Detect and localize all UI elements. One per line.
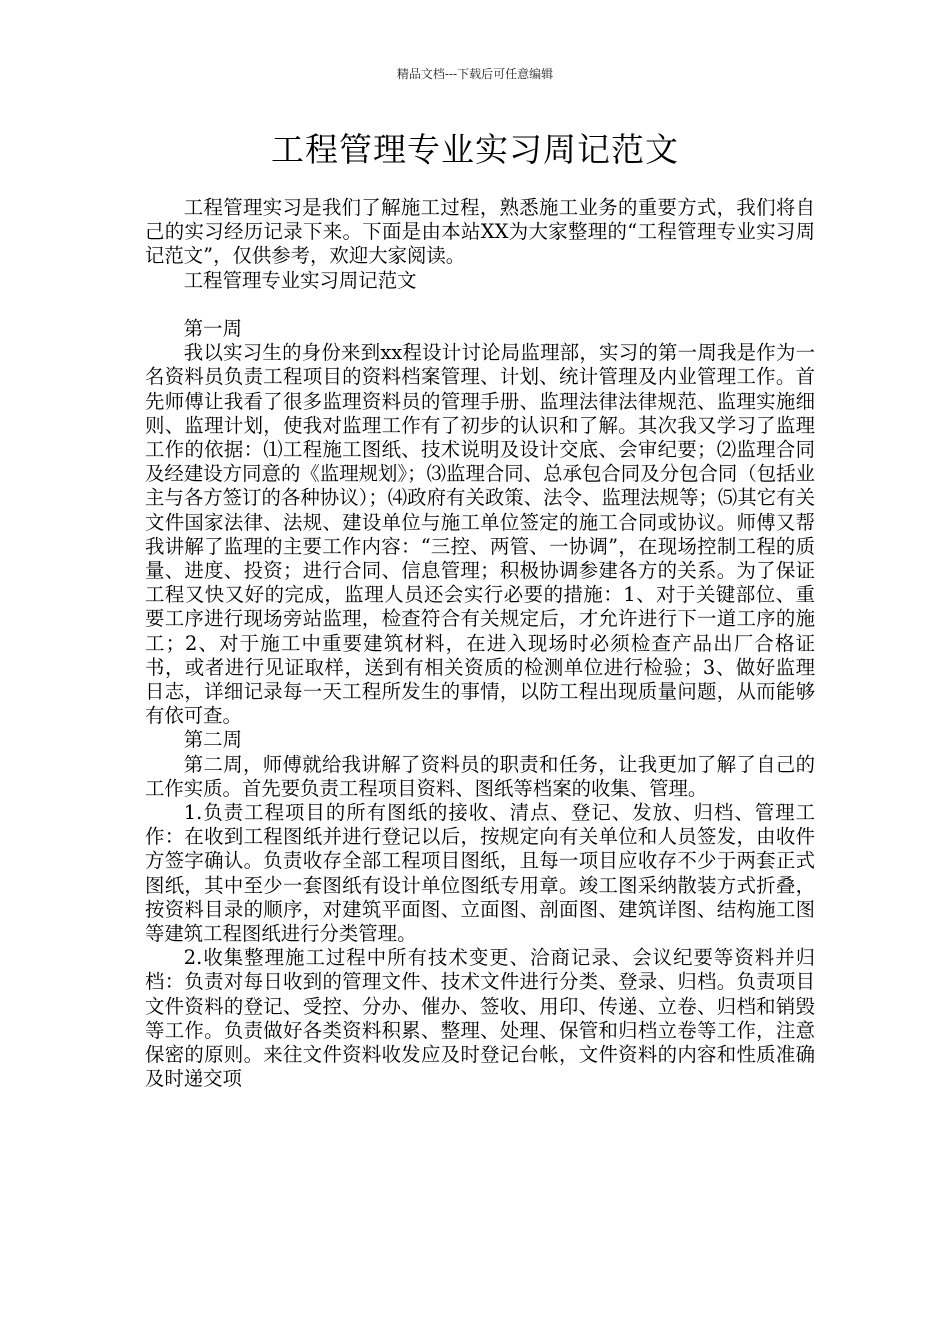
header-note: 精品文档---下载后可任意编辑 [396,67,554,81]
document-title: 工程管理专业实习周记范文 [271,130,679,169]
drawings-management-paragraph: 1.负责工程项目的所有图纸的接收、清点、登记、发放、归档、管理工作：在收到工程图纸并进行登记以后，按规定向有关单位和人员签发，由收件方签字确认。负责收存全部工程项目图纸，且每一项目应收存不少于两套正式图纸，其中至少一套图纸有设计单位图纸专用章。竣工图采纳散装方式折叠，按资料目录的顺序，对建筑平面图、立面图、剖面图、建筑详图、结构施工图等建筑工程图纸进行分类管理。 [145,801,815,946]
week-two-heading: 第二周 [183,728,242,752]
week-two-paragraph: 第二周，师傅就给我讲解了资料员的职责和任务，让我更加了解了自己的工作实质。首先要负责工程项目资料、图纸等档案的收集、管理。 [145,752,815,800]
subtitle-paragraph: 工程管理专业实习周记范文 [183,268,417,292]
week-one-paragraph: 我以实习生的身份来到xx程设计讨论局监理部，实习的第一周我是作为一名资料员负责工程项目的资料档案管理、计划、统计管理及内业管理工作。首先师傅让我看了很多监理资料员的管理手册、监理法律法律规范、监理实施细则、监理计划，使我对监理工作有了初步的认识和了解。其次我又学习了监理工作的依据：⑴工程施工图纸、技术说明及设计交底、会审纪要；⑵监理合同及经建设方同意的《监理规划》；⑶监理合同、总承包合同及分包合同（包括业主与各方签订的各种协议）；⑷政府有关政策、法令、监理法规等；⑸其它有关文件国家法律、法规、建设单位与施工单位签定的施工合同或协议。师傅又帮我讲解了监理的主要工作内容：“三控、两管、一协调”，在现场控制工程的质量、进度、投资；进行合同、信息管理；积极协调参建各方的关系。为了保证工程又快又好的完成，监理人员还会实行必要的措施：1、对于关键部位、重要工序进行现场旁站监理，检查符合有关规定后，才允许进行下一道工序的施工；2、对于施工中重要建筑材料，在进入现场时必须检查产品出厂合格证书，或者进行见证取样，送到有相关资质的检测单位进行检验；3、做好监理日志，详细记录每一天工程所发生的事情，以防工程出现质量问题，从而能够有依可查。 [145,341,815,728]
records-management-paragraph: 2.收集整理施工过程中所有技术变更、洽商记录、会议纪要等资料并归档：负责对每日收到的管理文件、技术文件进行分类、登录、归档。负责项目文件资料的登记、受控、分办、催办、签收、用印、传递、立卷、归档和销毁等工作。负责做好各类资料积累、整理、处理、保管和归档立卷等工作，注意保密的原则。来往文件资料收发应及时登记台帐，文件资料的内容和性质准确及时递交项 [145,946,815,1091]
intro-paragraph: 工程管理实习是我们了解施工过程，熟悉施工业务的重要方式，我们将自己的实习经历记录下来。下面是由本站XX为大家整理的“工程管理专业实习周记范文”，仅供参考，欢迎大家阅读。 [145,196,815,268]
document-body [145,196,815,1092]
week-one-heading: 第一周 [183,317,242,340]
